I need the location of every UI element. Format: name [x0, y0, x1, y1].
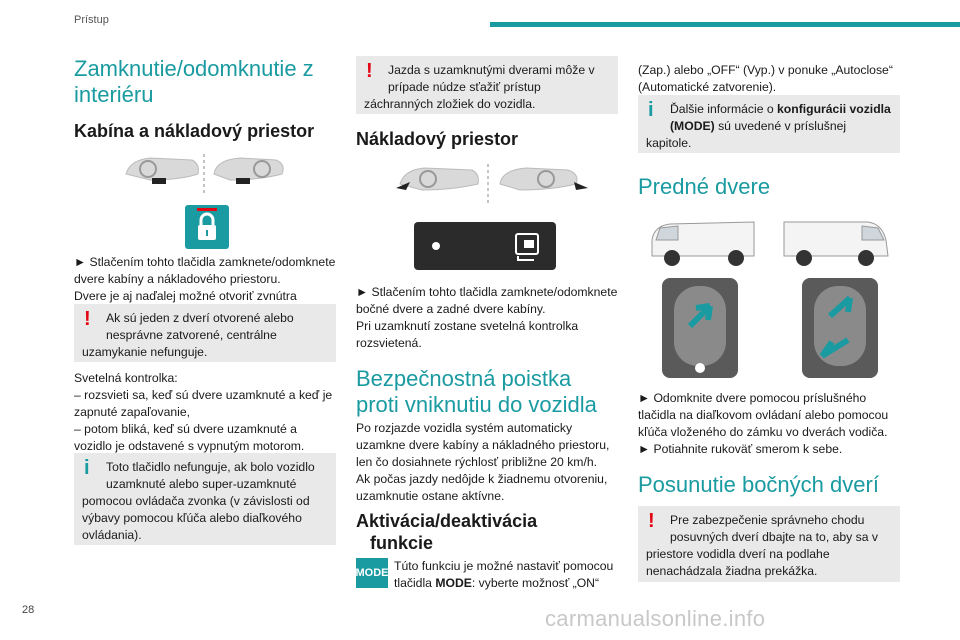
mode-button-icon: MODE	[356, 558, 388, 588]
subsection-title: Kabína a nákladový priestor	[74, 121, 315, 141]
lock-button-icon	[185, 205, 229, 249]
front-door-instructions: ► Odomknite dvere pomocou príslušného tlačidla na diaľkovom ovládaní alebo pomocou kľúča vloženého do zámku vo dverách vodiča. ► Potiahnite rukoväť smerom k sebe.	[638, 391, 889, 456]
warning-note: ! Pre zabezpečenie správneho chodu posuvných dverí dbajte na to, aby sa v priestore vodidla dverí na podlahe nenachádzala žiadna prekážka.	[638, 506, 900, 582]
info-note: i Toto tlačidlo nefunguje, ak bolo vozidlo uzamknuté alebo super-uzamknuté pomocou ovládača zvonka (v závislosti od výbavy pomocou kľúča alebo diaľkového ovládania).	[74, 453, 336, 545]
warning-icon: !	[648, 510, 655, 532]
section-label: Prístup	[74, 14, 109, 26]
indicator-description: Svetelná kontrolka: – rozsvieti sa, keď sú dvere uzamknuté a keď je zapnuté zapaľovanie, – potom bliká, keď sú dvere uzamknuté a vozidlo je odstavené s vypnutým motorom.	[74, 371, 333, 453]
section-title: Bezpečnostná poistka proti vniknutiu do vozidla	[356, 366, 597, 417]
warning-note: ! Jazda s uzamknutými dverami môže v prípade núdze sťažiť prístup záchranných zložiek do vozidla.	[356, 56, 618, 114]
info-note: i Ďalšie informácie o konfigurácii vozidla (MODE) sú uvedené v príslušnej kapitole.	[638, 95, 900, 153]
warning-icon: !	[84, 308, 91, 330]
info-icon: i	[84, 457, 90, 479]
page-number: 28	[22, 604, 35, 616]
subsection-title: Aktivácia/deaktivácia funkcie	[356, 511, 538, 553]
cabin-instructions: ► Stlačením tohto tlačidla zamknete/odomknete dvere kabíny a nákladového priestoru. Dvere je aj naďalej možné otvoriť zvnútra	[74, 255, 336, 303]
cabin-switch-illustration	[120, 150, 290, 196]
cargo-switch-illustration	[392, 160, 592, 206]
van-illustration	[782, 218, 892, 270]
cargo-lock-button-icon	[414, 222, 556, 270]
van-illustration	[648, 218, 758, 270]
door-handle-illustration	[660, 276, 740, 380]
autoclose-description: (Zap.) alebo „OFF“ (Vyp.) v ponuke „Autoclose“ (Automatické zatvorenie).	[638, 63, 893, 94]
section-title: Posunutie bočných dverí	[638, 472, 879, 497]
header-accent-bar	[490, 22, 960, 27]
mode-description: Túto funkciu je možné nastaviť pomocou tlačidla MODE: vyberte možnosť „ON“	[394, 559, 614, 590]
section-title: Zamknutie/odomknutie z interiéru	[74, 56, 314, 107]
cargo-instructions: ► Stlačením tohto tlačidla zamknete/odomknete bočné dvere a zadné dvere kabíny. Pri uzamknutí zostane svetelná kontrolka rozsvietená.	[356, 285, 618, 350]
section-title: Predné dvere	[638, 174, 771, 199]
warning-icon: !	[366, 60, 373, 82]
info-icon: i	[648, 99, 654, 121]
watermark: carmanualsonline.info	[545, 606, 766, 631]
warning-note: ! Ak sú jeden z dverí otvorené alebo nesprávne zatvorené, centrálne uzamykanie nefunguje.	[74, 304, 336, 362]
subsection-title: Nákladový priestor	[356, 129, 519, 149]
anti-theft-description: Po rozjazde vozidla systém automaticky uzamkne dvere kabíny a nákladného priestoru, len čo dosiahnete rýchlosť približne 20 km/h. Ak počas jazdy nedôjde k žiadnemu otvoreniu, uzamknutie ostane aktívne.	[356, 421, 610, 503]
door-handle-illustration	[800, 276, 880, 380]
